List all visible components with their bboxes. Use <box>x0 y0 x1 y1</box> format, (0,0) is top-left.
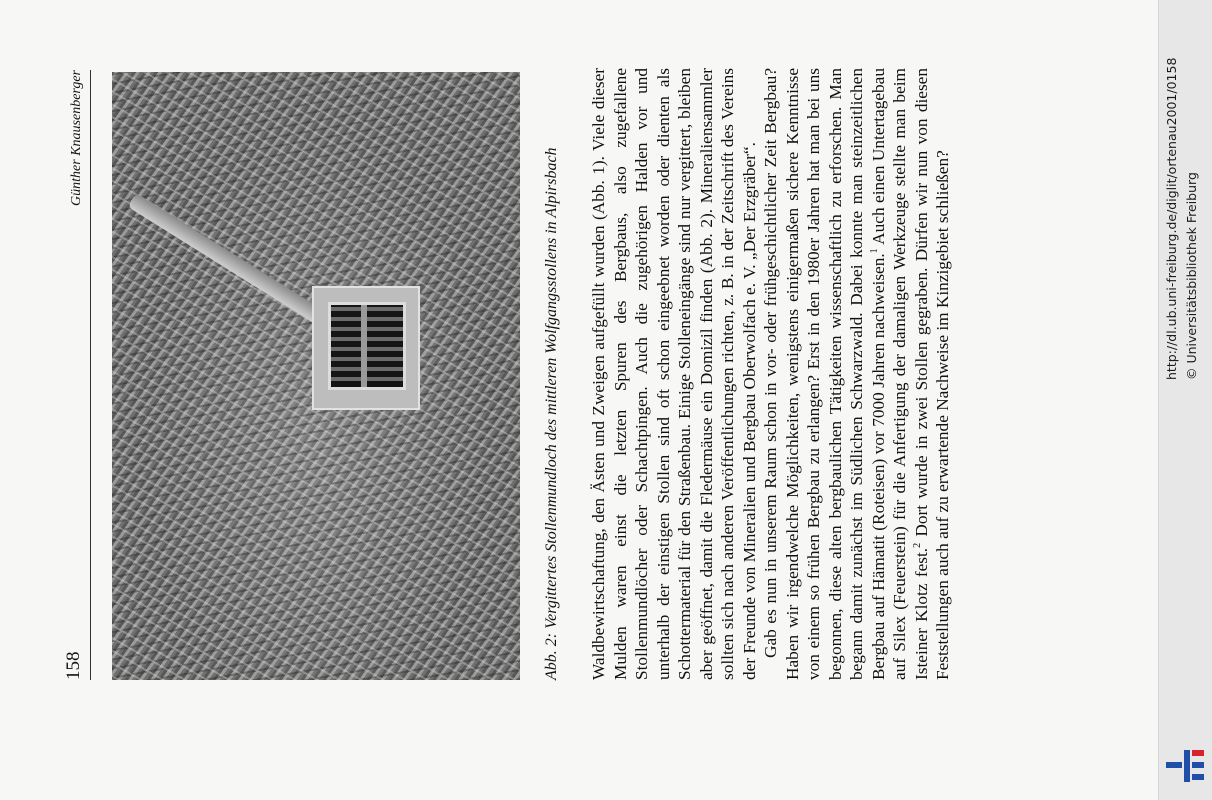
running-head-author: Günther Knausenberger <box>69 70 84 206</box>
logo-bar-right <box>1192 762 1204 768</box>
logo-bar-bottom <box>1192 774 1204 780</box>
body-text <box>588 68 954 680</box>
photo-tunnel-portal <box>312 286 420 410</box>
logo-bar-vertical <box>1184 750 1190 782</box>
rotated-page-content <box>60 40 1060 680</box>
logo-bar-left <box>1166 762 1182 768</box>
paragraph-2-part-1: Gab es nun in unserem Raum schon in vor- oder frühgeschichtlicher Zeit Bergbau? Haben wir irgendwelche Möglichkeiten, wenigstens einigermaßen sichere Kenntnisse von einem so frühen Bergbau zu erlangen? Erst in den 1980er Jahren hat man bei uns begonnen, diese alten bergbaulichen Tätigkeiten wissenschaftlich zu erforschen. Man begann damit zunächst im Südlichen Schwarzwald. Dabei konnte man steinzeitlichen Bergbau auf Hämatit (Roteisen) vor 7000 Jahren nachweisen. <box>761 68 888 680</box>
paragraph-1: Waldbewirtschaftung, den Ästen und Zweigen aufgefüllt wurden (Abb. 1). Viele dieser Mulden waren einst die letzten Spuren des Bergbaus, also zugefallene Stollenmundlöcher oder Schachtpingen. Auch die zugehörigen Halden vor und unterhalb der einstigen Stollen sind oft schon eingeebnet worden oder dienten als Schottermaterial für den Straßenbau. Einige Stolleneingänge sind nur vergittert, bleiben aber geöffnet, damit die Fledermäuse ein Domizil finden (Abb. 2). Mineraliensammler sollten sich nach anderen Veröffentlichungen richten, z. B. in der Zeitschrift des Vereins der Freunde von Mineralien und Bergbau Oberwolfach e. V. „Der Erzgräber“. <box>589 68 759 680</box>
footnote-ref-1: 1 <box>868 248 880 254</box>
paragraph-2-part-3: Dort wurde in zwei Stollen gegraben. Dürfen wir nun von diesen Feststellungen auch auf zu erwartende Nachweise im Kinzigebiet schließen? <box>911 68 952 680</box>
copyright-notice: © Universitätsbibliothek Freiburg <box>1184 172 1199 380</box>
figure-caption: Abb. 2: Vergittertes Stollenmundloch des mittleren Wolfgangsstollens in Alpirsbach <box>543 147 560 680</box>
logo-bar-red <box>1192 750 1204 756</box>
photo-mine-entrance <box>112 72 520 680</box>
library-logo-icon <box>1164 748 1206 784</box>
paragraph-2 <box>760 68 954 680</box>
footnote-ref-2: 2 <box>911 542 923 548</box>
source-url-link[interactable]: http://dl.ub.uni-freiburg.de/diglit/ortenau2001/0158 <box>1164 57 1179 380</box>
page-number: 158 <box>63 651 84 680</box>
page-header <box>60 70 91 680</box>
paragraph-2-part-2: Auch einen Untertagebau auf Silex (Feuerstein) für die Anfertigung der damaligen Werkzeuge stellte man beim Isteiner Klotz fest. <box>868 68 931 680</box>
photo-iron-grate <box>328 302 406 390</box>
